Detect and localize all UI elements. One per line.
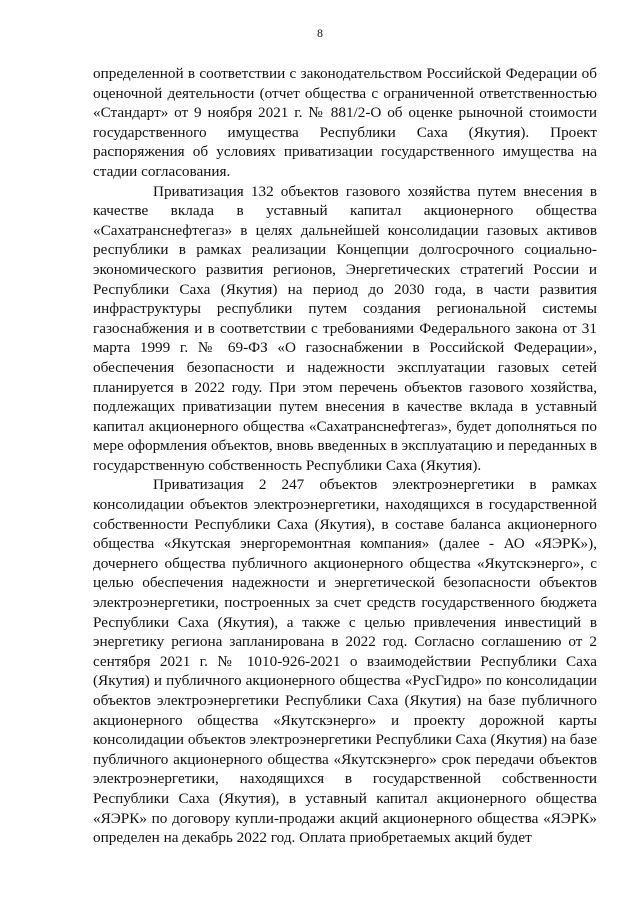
paragraph-electricity-privatization: Приватизация 2 247 объектов электроэнергетики в рамках консолидации объектов электроэнергетики, находящихся в государственной собственности Республики Саха (Якутия), в составе баланса акционерного общества «Якутская энергоремонтная компания» (далее - АО «ЯЭРК»), дочернего общества публичного акционерного общества «Якутскэнерго», с целью обеспечения надежности и энергетической безопасности объектов электроэнергетики, построенных за счет средств государственного бюджета Республики Саха (Якутия), а также с целью привлечения инвестиций в энергетику региона запланирована в 2022 год. Согласно соглашению от 2 сентября 2021 г. № 1010-926-2021 о взаимодействии Республики Саха (Якутия) и публичного акционерного общества «РусГидро» по консолидации объектов электроэнергетики Республики Саха (Якутия) на базе публичного акционерного общества «Якутскэнерго» и проекту дорожной карты консолидации объектов электроэнергетики Республики Саха (Якутия) на базе публичного акционерного общества «Якутскэнерго» срок передачи объектов электроэнергетики, находящихся в государственной собственности Республики Саха (Якутия), в уставный капитал акционерного общества «ЯЭРК» по договору купли-продажи акций акционерного общества «ЯЭРК» определен на декабрь 2022 год. Оплата приобретаемых акций будет	[93, 476, 597, 847]
paragraph-continuation: определенной в соответствии с законодательством Российской Федерации об оценочной деятельности (отчет общества с ограниченной ответственностью «Стандарт» от 9 ноября 2021 г. № 881/2-О об оценке рыночной стоимости государственного имущества Республики Саха (Якутия). Проект распоряжения об условиях приватизации государственного имущества на стадии согласования.	[93, 65, 597, 180]
page-number: 8	[317, 26, 323, 40]
paragraph-gas-privatization: Приватизация 132 объектов газового хозяйства путем внесения в качестве вклада в уставный капитал акционерного общества «Сахатранснефтегаз» в целях дальнейшей консолидации газовых активов республики в рамках реализации Концепции долгосрочного социально-экономического развития регионов, Энергетических стратегий России и Республики Саха (Якутия) на период до 2030 года, в части развития инфраструктуры республики путем создания региональной системы газоснабжения и в соответствии с требованиями Федерального закона от 31 марта 1999 г. № 69-ФЗ «О газоснабжении в Российской Федерации», обеспечения безопасности и надежности эксплуатации газовых сетей планируется в 2022 году. При этом перечень объектов газового хозяйства, подлежащих приватизации путем внесения в качестве вклада в уставный капитал акционерного общества «Сахатранснефтегаз», будет дополняться по мере оформления объектов, вновь введенных в эксплуатацию и переданных в государственную собственность Республики Саха (Якутия).	[93, 182, 597, 474]
document-body	[93, 64, 597, 848]
